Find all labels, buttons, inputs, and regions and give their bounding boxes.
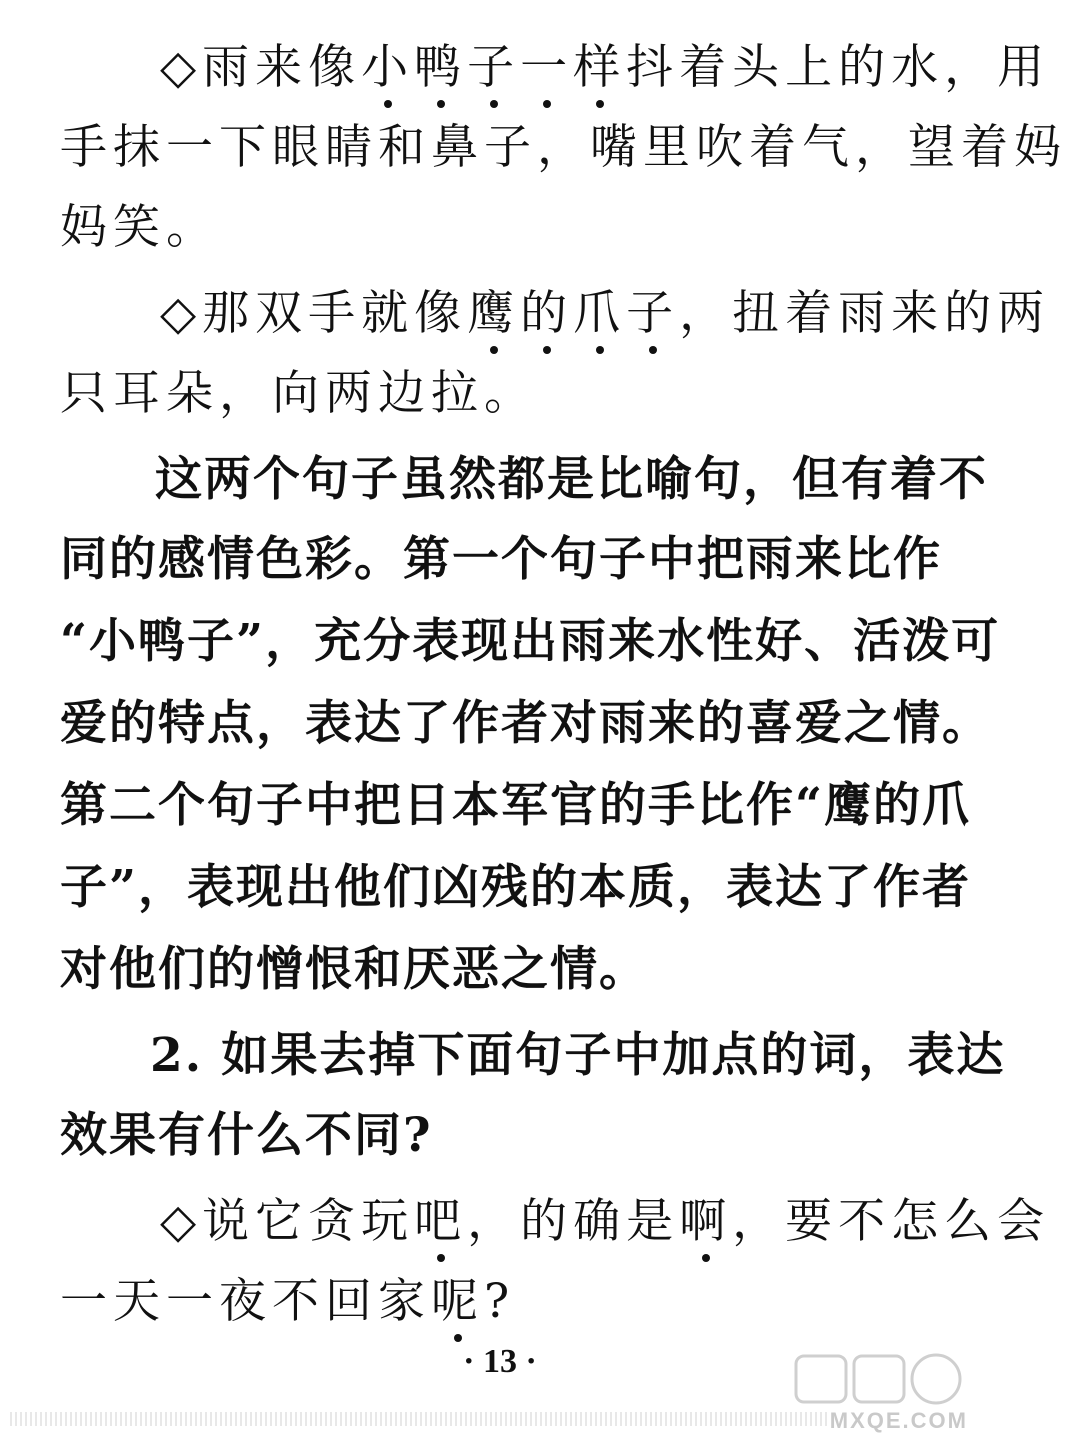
text-line-1 xyxy=(160,38,1050,98)
dotted-char: 子 xyxy=(626,284,679,344)
line-4-prefix: ◇那双手就像 xyxy=(160,286,468,341)
line-15-part-c: ，要不怎么会 xyxy=(732,1194,1051,1249)
line-15-part-a: ◇说它贪玩 xyxy=(160,1194,415,1249)
line-16-part-a: 一天一夜不回家 xyxy=(60,1274,431,1329)
watermark-url: MXQE.COM xyxy=(829,1408,968,1433)
dotted-char: 爪 xyxy=(573,284,626,344)
dotted-char: 样 xyxy=(573,38,626,98)
dotted-char: 鹰 xyxy=(467,284,520,344)
text-line-3: 妈笑。 xyxy=(60,200,219,255)
question-2-line-2: 效果有什么不同? xyxy=(60,1108,433,1163)
text-line-2: 手抹一下眼睛和鼻子，嘴里吹着气，望着妈 xyxy=(60,120,1067,175)
dotted-char: 鸭 xyxy=(414,38,467,98)
text-line-12: 对他们的憎恨和厌恶之情。 xyxy=(60,942,648,997)
line-16-part-b: ? xyxy=(484,1274,516,1329)
dotted-char: 的 xyxy=(520,284,573,344)
line-15-part-b: ，的确是 xyxy=(467,1194,680,1249)
line-1-prefix: ◇雨来像 xyxy=(160,40,362,95)
dotted-char: 啊 xyxy=(679,1192,732,1252)
text-line-10: 第二个句子中把日本军官的手比作“鹰的爪 xyxy=(60,778,972,833)
page-number: · 13 · xyxy=(463,1343,537,1380)
dotted-char: 一 xyxy=(520,38,573,98)
text-line-15 xyxy=(160,1192,1050,1252)
question-2-line-1: 2. 如果去掉下面句子中加点的词，表达 xyxy=(150,1028,1006,1083)
text-line-5: 只耳朵，向两边拉。 xyxy=(60,366,537,421)
scan-noise xyxy=(10,1412,830,1426)
line-1-suffix: 抖着头上的水，用 xyxy=(626,40,1051,95)
text-line-11: 子”，表现出他们凶残的本质，表达了作者 xyxy=(60,860,972,915)
dotted-char: 子 xyxy=(467,38,520,98)
text-line-6: 这两个句子虽然都是比喻句，但有着不 xyxy=(155,452,988,507)
text-line-9: 爱的特点，表达了作者对雨来的喜爱之情。 xyxy=(60,696,991,751)
text-line-16 xyxy=(60,1272,515,1332)
dotted-char: 小 xyxy=(361,38,414,98)
dotted-char: 呢 xyxy=(431,1272,484,1332)
text-line-8: “小鸭子”，充分表现出雨来水性好、活泼可 xyxy=(60,614,1001,669)
text-line-4 xyxy=(160,284,1050,344)
text-line-7: 同的感情色彩。第一个句子中把雨来比作 xyxy=(60,532,942,587)
line-4-suffix: ，扭着雨来的两 xyxy=(679,286,1051,341)
dotted-char: 吧 xyxy=(414,1192,467,1252)
